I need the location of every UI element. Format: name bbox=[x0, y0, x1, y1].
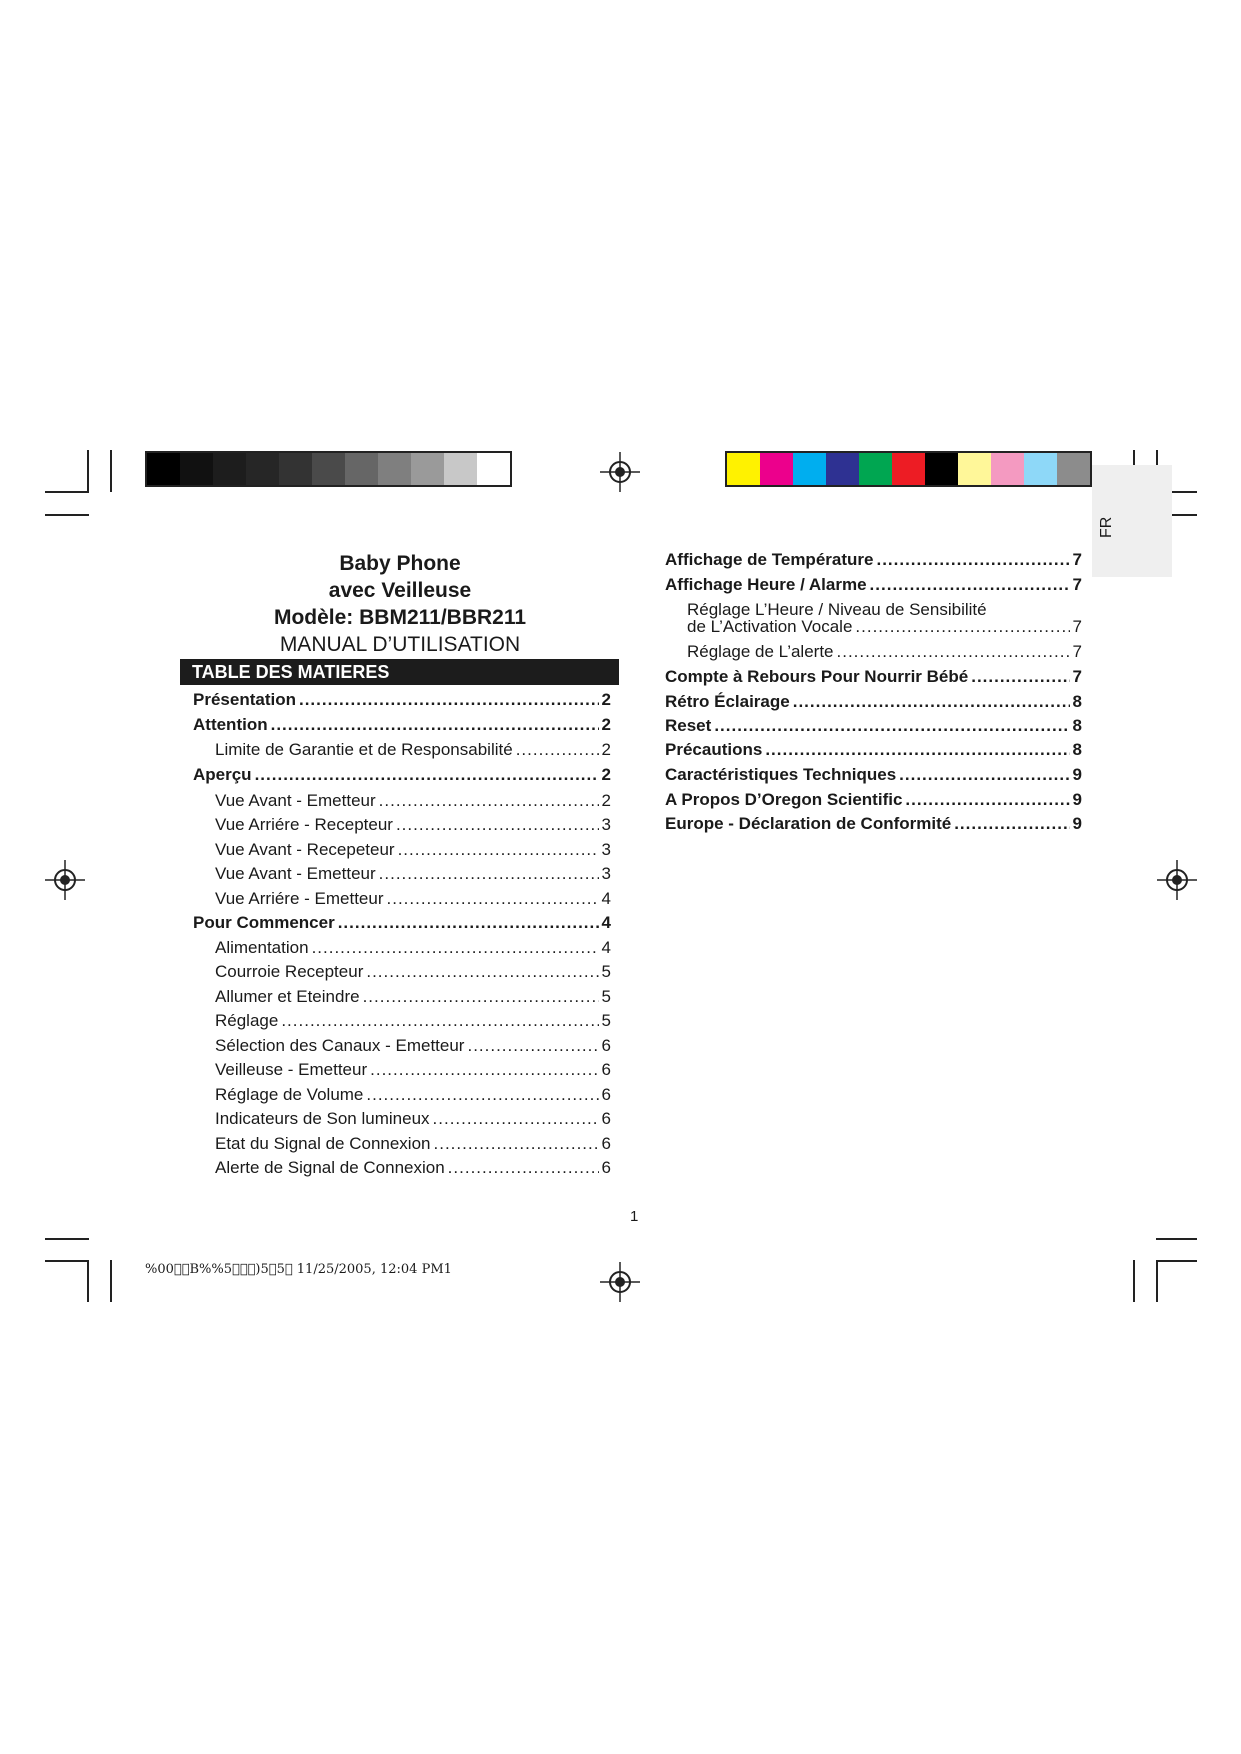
calibration-swatch bbox=[444, 453, 477, 485]
calibration-swatch bbox=[477, 453, 510, 485]
toc-leader-dots bbox=[899, 765, 1069, 785]
toc-entry-label: Précautions bbox=[665, 740, 763, 759]
title-line: Baby Phone bbox=[339, 552, 461, 575]
toc-leader-dots bbox=[379, 864, 599, 884]
manual-line: MANUAL D’UTILISATION bbox=[279, 633, 521, 656]
toc-entry-page: 6 bbox=[601, 1158, 611, 1177]
calibration-swatch bbox=[958, 453, 991, 485]
toc-entry-label: Indicateurs de Son lumineux bbox=[215, 1109, 430, 1128]
toc-leader-dots bbox=[312, 938, 599, 958]
toc-entry-page: 2 bbox=[601, 765, 611, 784]
toc-entry-page: 8 bbox=[1072, 740, 1082, 759]
toc-entry[interactable] bbox=[215, 1109, 611, 1129]
calibration-swatch bbox=[246, 453, 279, 485]
calibration-swatch bbox=[411, 453, 444, 485]
toc-entry[interactable] bbox=[215, 864, 611, 884]
toc-entry-label: Pour Commencer bbox=[193, 913, 335, 932]
toc-leader-dots bbox=[434, 1134, 599, 1154]
calibration-swatch bbox=[147, 453, 180, 485]
toc-entry-label: Affichage de Température bbox=[665, 550, 874, 569]
toc-entry-label: Réglage de L’alerte bbox=[687, 642, 834, 661]
toc-entry-page: 9 bbox=[1072, 765, 1082, 784]
title-line: avec Veilleuse bbox=[328, 579, 472, 602]
toc-leader-dots bbox=[271, 715, 599, 735]
toc-entry[interactable] bbox=[193, 715, 611, 735]
calibration-swatch bbox=[312, 453, 345, 485]
toc-entry[interactable] bbox=[665, 575, 1082, 595]
registration-mark-icon bbox=[1157, 860, 1197, 900]
toc-leader-dots bbox=[855, 617, 1069, 637]
toc-entry-page: 3 bbox=[601, 815, 611, 834]
toc-entry-label: Compte à Rebours Pour Nourrir Bébé bbox=[665, 667, 969, 686]
toc-entry-label: Présentation bbox=[193, 690, 296, 709]
toc-leader-dots bbox=[363, 987, 599, 1007]
toc-entry-page: 5 bbox=[601, 987, 611, 1006]
toc-entry-label: Reset bbox=[665, 716, 712, 735]
toc-entry[interactable] bbox=[665, 740, 1082, 760]
toc-entry-page: 2 bbox=[601, 690, 611, 709]
toc-entry[interactable] bbox=[687, 617, 1082, 637]
toc-entry[interactable] bbox=[215, 1036, 611, 1056]
toc-entry-label: Vue Avant - Emetteur bbox=[215, 791, 376, 810]
toc-leader-dots bbox=[433, 1109, 599, 1129]
calibration-swatch bbox=[793, 453, 826, 485]
calibration-swatch bbox=[859, 453, 892, 485]
model-line: Modèle: BBM211/BBR211 bbox=[273, 606, 527, 629]
toc-entry[interactable] bbox=[687, 642, 1082, 662]
toc-leader-dots bbox=[870, 575, 1070, 595]
toc-entry[interactable] bbox=[193, 690, 611, 710]
calibration-swatch bbox=[760, 453, 793, 485]
toc-entry-label: Veilleuse - Emetteur bbox=[215, 1060, 368, 1079]
registration-mark-icon bbox=[45, 860, 85, 900]
footer-slug: %00  B%%5   )5 5  11/25/2005, 12:04 PM1 bbox=[145, 1262, 452, 1277]
toc-leader-dots bbox=[971, 667, 1069, 687]
toc-entry[interactable] bbox=[193, 765, 611, 785]
calibration-swatch bbox=[892, 453, 925, 485]
toc-entry-page: 7 bbox=[1072, 550, 1082, 569]
calibration-swatch bbox=[826, 453, 859, 485]
toc-leader-dots bbox=[338, 913, 599, 933]
calibration-swatch bbox=[180, 453, 213, 485]
toc-entry-page: 7 bbox=[1072, 642, 1082, 661]
toc-entry-page: 6 bbox=[601, 1036, 611, 1055]
toc-entry-page: 4 bbox=[601, 938, 611, 957]
toc-header: TABLE DES MATIERES bbox=[180, 659, 619, 685]
calibration-swatch bbox=[1057, 453, 1090, 485]
registration-mark-icon bbox=[600, 1262, 640, 1302]
toc-entry[interactable] bbox=[215, 815, 611, 835]
toc-leader-dots bbox=[366, 962, 598, 982]
toc-entry[interactable] bbox=[665, 716, 1082, 736]
toc-entry[interactable] bbox=[215, 740, 611, 760]
toc-entry-page: 3 bbox=[601, 840, 611, 859]
calibration-swatch bbox=[1024, 453, 1057, 485]
toc-entry-label: Vue Arriére - Recepteur bbox=[215, 815, 393, 834]
toc-entry[interactable] bbox=[665, 692, 1082, 712]
toc-entry-label: Vue Avant - Recepeteur bbox=[215, 840, 395, 859]
toc-entry[interactable] bbox=[665, 550, 1082, 570]
toc-entry[interactable] bbox=[665, 765, 1082, 785]
toc-entry-page: 6 bbox=[601, 1134, 611, 1153]
toc-entry[interactable] bbox=[665, 790, 1082, 810]
toc-entry-label: Aperçu bbox=[193, 765, 252, 784]
toc-entry-label: Attention bbox=[193, 715, 268, 734]
toc-entry-label: Vue Avant - Emetteur bbox=[215, 864, 376, 883]
toc-leader-dots bbox=[516, 740, 599, 760]
grayscale-calibration-bar bbox=[145, 451, 512, 487]
toc-entry-page: 9 bbox=[1072, 790, 1082, 809]
toc-entry[interactable] bbox=[215, 791, 611, 811]
toc-entry-page: 8 bbox=[1072, 692, 1082, 711]
calibration-swatch bbox=[279, 453, 312, 485]
toc-entry-label: Réglage L’Heure / Niveau de Sensibilité bbox=[687, 600, 987, 619]
toc-entry-page: 4 bbox=[601, 889, 611, 908]
toc-entry[interactable] bbox=[665, 814, 1082, 834]
toc-leader-dots bbox=[954, 814, 1069, 834]
toc-entry-label: Etat du Signal de Connexion bbox=[215, 1134, 431, 1153]
toc-entry-page: 4 bbox=[601, 913, 611, 932]
toc-entry-page: 9 bbox=[1072, 814, 1082, 833]
toc-entry[interactable] bbox=[215, 1134, 611, 1154]
toc-entry-page: 6 bbox=[601, 1085, 611, 1104]
toc-entry-label: A Propos D’Oregon Scientific bbox=[665, 790, 903, 809]
toc-entry[interactable] bbox=[665, 667, 1082, 687]
toc-entry[interactable] bbox=[215, 1158, 611, 1178]
toc-entry-page: 2 bbox=[601, 715, 611, 734]
toc-entry-label: Affichage Heure / Alarme bbox=[665, 575, 867, 594]
toc-leader-dots bbox=[714, 716, 1069, 736]
toc-leader-dots bbox=[379, 791, 599, 811]
toc-leader-dots bbox=[793, 692, 1070, 712]
toc-entry-page: 7 bbox=[1072, 617, 1082, 636]
calibration-swatch bbox=[213, 453, 246, 485]
toc-entry-page: 8 bbox=[1072, 716, 1082, 735]
calibration-swatch bbox=[727, 453, 760, 485]
toc-entry-page: 5 bbox=[601, 962, 611, 981]
toc-entry-label: Caractéristiques Techniques bbox=[665, 765, 897, 784]
toc-entry-label: Sélection des Canaux - Emetteur bbox=[215, 1036, 465, 1055]
toc-leader-dots bbox=[398, 840, 599, 860]
toc-leader-dots bbox=[396, 815, 599, 835]
toc-entry-label: Alimentation bbox=[215, 938, 309, 957]
calibration-swatch bbox=[345, 453, 378, 485]
toc-entry-page: 6 bbox=[601, 1109, 611, 1128]
toc-entry-page: 2 bbox=[601, 740, 611, 759]
toc-entry-label: Réglage bbox=[215, 1011, 279, 1030]
toc-leader-dots bbox=[448, 1158, 599, 1178]
toc-entry[interactable] bbox=[193, 913, 611, 933]
toc-leader-dots bbox=[387, 889, 599, 909]
toc-entry-label: Courroie Recepteur bbox=[215, 962, 364, 981]
toc-leader-dots bbox=[467, 1036, 598, 1056]
toc-entry-page: 7 bbox=[1072, 575, 1082, 594]
toc-leader-dots bbox=[876, 550, 1069, 570]
registration-mark-icon bbox=[600, 452, 640, 492]
toc-entry-label: de L’Activation Vocale bbox=[687, 617, 853, 636]
toc-leader-dots bbox=[837, 642, 1070, 662]
toc-entry-page: 2 bbox=[601, 791, 611, 810]
toc-entry[interactable] bbox=[215, 1085, 611, 1105]
toc-leader-dots bbox=[299, 690, 599, 710]
toc-entry[interactable] bbox=[215, 889, 611, 909]
page-number: 1 bbox=[630, 1208, 639, 1225]
calibration-swatch bbox=[925, 453, 958, 485]
color-calibration-bar bbox=[725, 451, 1092, 487]
language-tab-label: FR bbox=[1098, 516, 1115, 538]
toc-entry-page: 7 bbox=[1072, 667, 1082, 686]
toc-entry[interactable] bbox=[215, 987, 611, 1007]
calibration-swatch bbox=[991, 453, 1024, 485]
toc-entry[interactable] bbox=[215, 962, 611, 982]
toc-leader-dots bbox=[765, 740, 1069, 760]
toc-leader-dots bbox=[255, 765, 599, 785]
toc-entry-label: Réglage de Volume bbox=[215, 1085, 364, 1104]
toc-entry[interactable] bbox=[215, 1060, 611, 1080]
toc-entry-page: 6 bbox=[601, 1060, 611, 1079]
toc-entry-label: Allumer et Eteindre bbox=[215, 987, 360, 1006]
calibration-swatch bbox=[378, 453, 411, 485]
toc-entry-label: Alerte de Signal de Connexion bbox=[215, 1158, 445, 1177]
toc-entry-label: Europe - Déclaration de Conformité bbox=[665, 814, 952, 833]
toc-leader-dots bbox=[905, 790, 1069, 810]
toc-entry[interactable] bbox=[215, 1011, 611, 1031]
toc-entry[interactable] bbox=[215, 840, 611, 860]
toc-entry-label: Limite de Garantie et de Responsabilité bbox=[215, 740, 513, 759]
document-title bbox=[180, 550, 620, 658]
toc-leader-dots bbox=[370, 1060, 598, 1080]
toc-entry-label: Vue Arriére - Emetteur bbox=[215, 889, 384, 908]
toc-leader-dots bbox=[281, 1011, 598, 1031]
toc-entry[interactable] bbox=[215, 938, 611, 958]
toc-entry-page: 5 bbox=[601, 1011, 611, 1030]
toc-entry-page: 3 bbox=[601, 864, 611, 883]
toc-leader-dots bbox=[366, 1085, 598, 1105]
toc-entry-label: Rétro Éclairage bbox=[665, 692, 790, 711]
